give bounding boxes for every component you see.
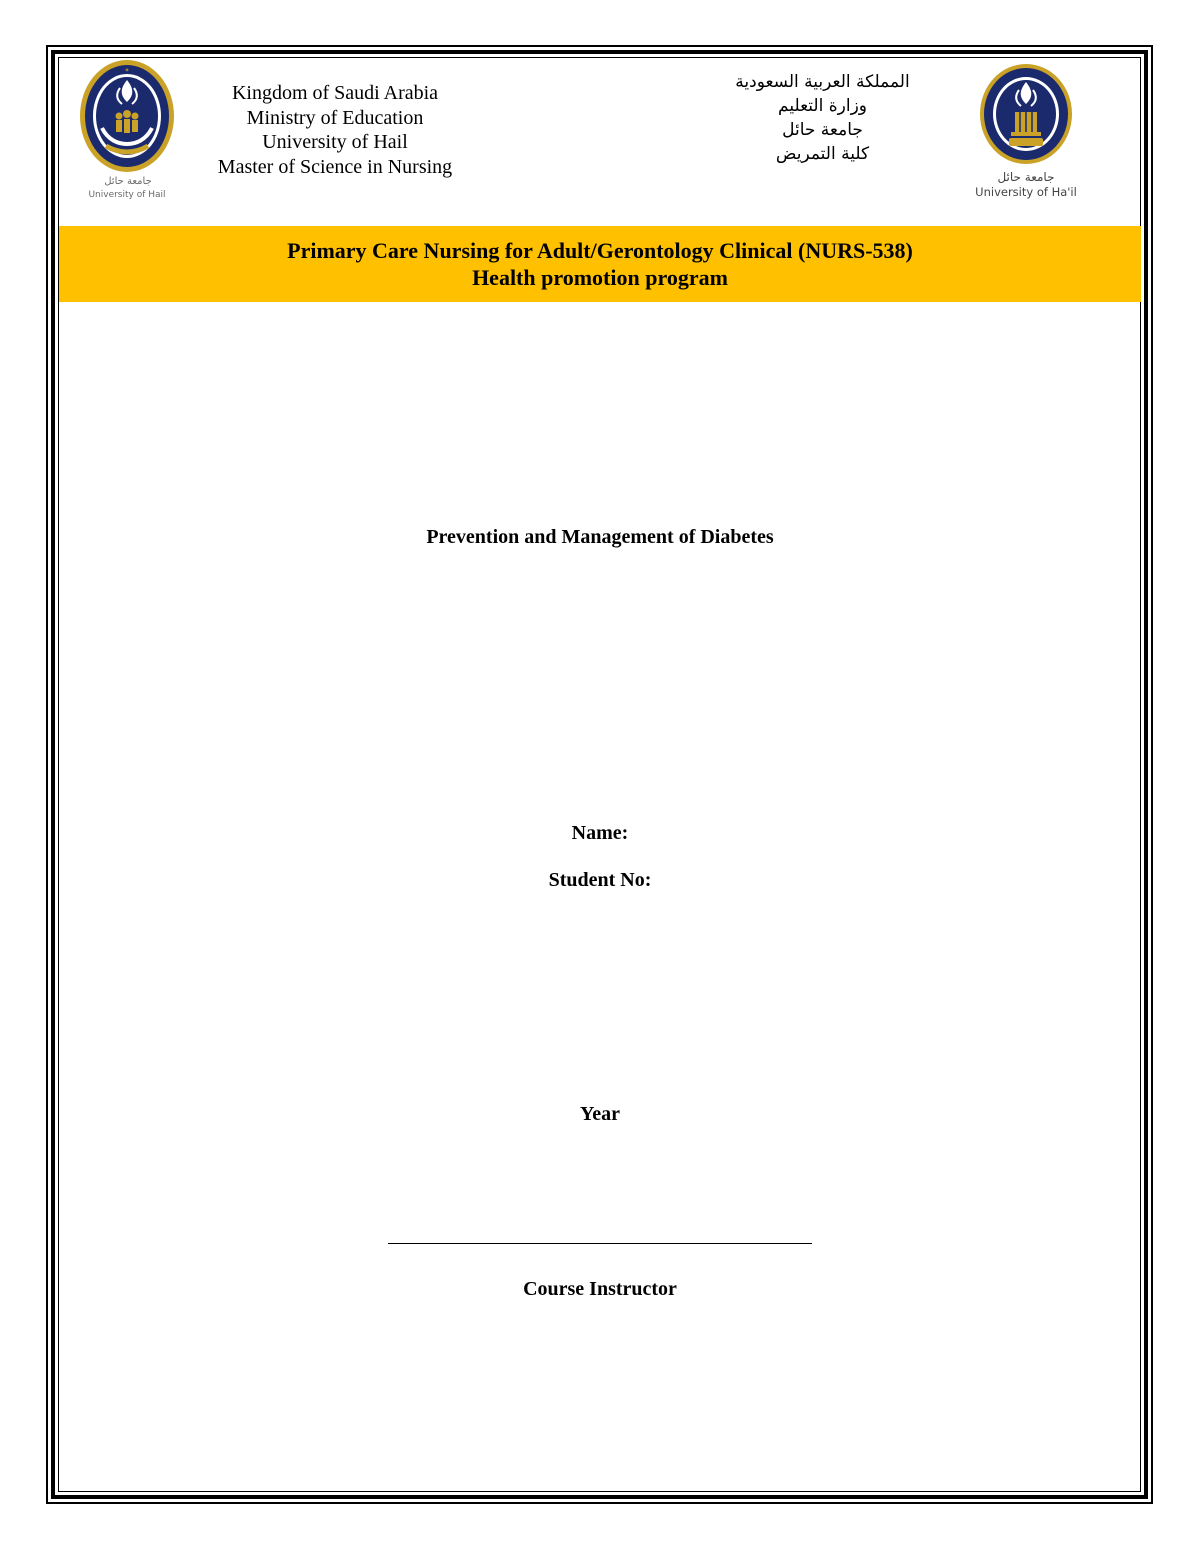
left-logo-caption-ar: جامعة حائل (104, 176, 152, 187)
header-arabic-block (720, 70, 925, 166)
header-university-ar: جامعة حائل (782, 120, 863, 140)
course-title: Primary Care Nursing for Adult/Gerontology Clinical (NURS-538) (287, 238, 913, 263)
header-university: University of Hail (262, 131, 408, 153)
university-of-hail-seal-icon (963, 62, 1089, 174)
header-english-block (190, 81, 480, 179)
signature-line (388, 1243, 812, 1244)
student-no-label: Student No: (548, 869, 652, 891)
header-ministry-ar: وزارة التعليم (778, 96, 867, 116)
left-logo-caption-en: University of Hail (88, 190, 166, 200)
name-label: Name: (571, 822, 629, 844)
university-of-hail-logo (963, 62, 1089, 207)
report-topic: Prevention and Management of Diabetes (426, 526, 774, 548)
right-logo-caption-en: University of Ha'il (975, 185, 1077, 199)
course-subtitle: Health promotion program (472, 265, 728, 290)
header-college-ar: كلية التمريض (775, 144, 870, 164)
svg-text:✶: ✶ (124, 67, 130, 74)
right-logo-caption-ar: جامعة حائل (997, 170, 1055, 184)
header-country-ar: المملكة العربية السعودية (735, 72, 910, 92)
year-label: Year (580, 1103, 620, 1125)
course-banner (59, 226, 1141, 302)
header-ministry: Ministry of Education (246, 106, 424, 129)
header-program: Master of Science in Nursing (217, 155, 453, 178)
college-of-nursing-logo (72, 58, 182, 208)
header-country: Kingdom of Saudi Arabia (231, 82, 439, 104)
course-instructor-label: Course Instructor (523, 1278, 677, 1300)
